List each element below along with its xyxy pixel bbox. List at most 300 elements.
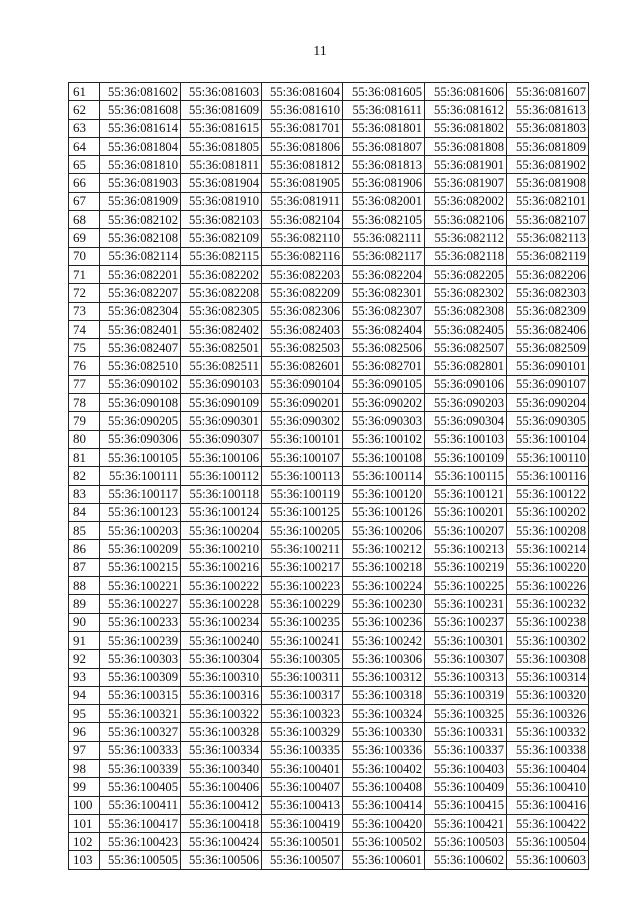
cadastral-code-cell: 55:36:100203 bbox=[100, 522, 181, 540]
row-number-cell: 93 bbox=[69, 668, 100, 686]
cadastral-code-cell: 55:36:100207 bbox=[425, 522, 507, 540]
cadastral-code-cell: 55:36:082119 bbox=[507, 247, 589, 265]
cadastral-code-cell: 55:36:100422 bbox=[507, 814, 589, 832]
cadastral-code-cell: 55:36:100227 bbox=[100, 595, 181, 613]
cadastral-code-cell: 55:36:081911 bbox=[262, 192, 343, 210]
cadastral-code-cell: 55:36:100320 bbox=[507, 686, 589, 704]
cadastral-code-cell: 55:36:081701 bbox=[262, 119, 343, 137]
cadastral-code-cell: 55:36:082115 bbox=[181, 247, 262, 265]
cadastral-code-cell: 55:36:090205 bbox=[100, 412, 181, 430]
cadastral-code-cell: 55:36:081605 bbox=[343, 83, 425, 101]
cadastral-code-cell: 55:36:100119 bbox=[262, 485, 343, 503]
cadastral-code-cell: 55:36:100328 bbox=[181, 723, 262, 741]
cadastral-code-cell: 55:36:100114 bbox=[343, 467, 425, 485]
cadastral-code-cell: 55:36:082305 bbox=[181, 302, 262, 320]
cadastral-code-cell: 55:36:100115 bbox=[425, 467, 507, 485]
cadastral-code-cell: 55:36:081906 bbox=[343, 174, 425, 192]
table-row bbox=[69, 650, 589, 668]
row-number-cell: 99 bbox=[69, 778, 100, 796]
cadastral-code-cell: 55:36:081801 bbox=[343, 119, 425, 137]
cadastral-code-cell: 55:36:082118 bbox=[425, 247, 507, 265]
cadastral-code-cell: 55:36:081908 bbox=[507, 174, 589, 192]
cadastral-code-cell: 55:36:082405 bbox=[425, 320, 507, 338]
cadastral-code-cell: 55:36:100222 bbox=[181, 577, 262, 595]
cadastral-code-cell: 55:36:100339 bbox=[100, 759, 181, 777]
cadastral-code-cell: 55:36:100313 bbox=[425, 668, 507, 686]
cadastral-code-cell: 55:36:100406 bbox=[181, 778, 262, 796]
table-row bbox=[69, 394, 589, 412]
row-number-cell: 88 bbox=[69, 577, 100, 595]
cadastral-code-cell: 55:36:082801 bbox=[425, 357, 507, 375]
cadastral-code-cell: 55:36:100402 bbox=[343, 759, 425, 777]
row-number-cell: 91 bbox=[69, 631, 100, 649]
row-number-cell: 94 bbox=[69, 686, 100, 704]
row-number-cell: 90 bbox=[69, 613, 100, 631]
cadastral-code-cell: 55:36:082201 bbox=[100, 265, 181, 283]
cadastral-code-cell: 55:36:100124 bbox=[181, 503, 262, 521]
cadastral-code-cell: 55:36:100409 bbox=[425, 778, 507, 796]
cadastral-code-cell: 55:36:082002 bbox=[425, 192, 507, 210]
cadastral-code-cell: 55:36:100504 bbox=[507, 833, 589, 851]
table-row bbox=[69, 101, 589, 119]
table-row bbox=[69, 577, 589, 595]
table-row bbox=[69, 247, 589, 265]
table-row bbox=[69, 284, 589, 302]
cadastral-code-cell: 55:36:100102 bbox=[343, 430, 425, 448]
cadastral-code-cell: 55:36:090105 bbox=[343, 375, 425, 393]
table-row bbox=[69, 668, 589, 686]
row-number-cell: 63 bbox=[69, 119, 100, 137]
table-row bbox=[69, 686, 589, 704]
row-number-cell: 95 bbox=[69, 705, 100, 723]
cadastral-code-cell: 55:36:100322 bbox=[181, 705, 262, 723]
cadastral-code-cell: 55:36:100212 bbox=[343, 540, 425, 558]
cadastral-code-cell: 55:36:082109 bbox=[181, 229, 262, 247]
cadastral-code-cell: 55:36:100232 bbox=[507, 595, 589, 613]
cadastral-code-cell: 55:36:100205 bbox=[262, 522, 343, 540]
table-row bbox=[69, 265, 589, 283]
cadastral-code-cell: 55:36:100316 bbox=[181, 686, 262, 704]
cadastral-code-cell: 55:36:100321 bbox=[100, 705, 181, 723]
cadastral-code-cell: 55:36:090103 bbox=[181, 375, 262, 393]
cadastral-code-cell: 55:36:081903 bbox=[100, 174, 181, 192]
cadastral-code-cell: 55:36:081810 bbox=[100, 156, 181, 174]
cadastral-code-cell: 55:36:100317 bbox=[262, 686, 343, 704]
row-number-cell: 65 bbox=[69, 156, 100, 174]
cadastral-code-cell: 55:36:081614 bbox=[100, 119, 181, 137]
cadastral-code-cell: 55:36:100410 bbox=[507, 778, 589, 796]
cadastral-code-cell: 55:36:100233 bbox=[100, 613, 181, 631]
cadastral-code-cell: 55:36:100215 bbox=[100, 558, 181, 576]
cadastral-code-cell: 55:36:090107 bbox=[507, 375, 589, 393]
cadastral-code-cell: 55:36:090204 bbox=[507, 394, 589, 412]
cadastral-code-cell: 55:36:081809 bbox=[507, 137, 589, 155]
table-row bbox=[69, 851, 589, 869]
cadastral-code-cell: 55:36:100338 bbox=[507, 741, 589, 759]
row-number-cell: 87 bbox=[69, 558, 100, 576]
cadastral-code-cell: 55:36:100337 bbox=[425, 741, 507, 759]
cadastral-code-cell: 55:36:082108 bbox=[100, 229, 181, 247]
cadastral-code-cell: 55:36:100112 bbox=[181, 467, 262, 485]
cadastral-code-cell: 55:36:100125 bbox=[262, 503, 343, 521]
row-number-cell: 96 bbox=[69, 723, 100, 741]
table-row bbox=[69, 448, 589, 466]
cadastral-code-cell: 55:36:100603 bbox=[507, 851, 589, 869]
cadastral-code-cell: 55:36:100120 bbox=[343, 485, 425, 503]
table-row bbox=[69, 796, 589, 814]
cadastral-code-cell: 55:36:100104 bbox=[507, 430, 589, 448]
cadastral-code-cell: 55:36:100221 bbox=[100, 577, 181, 595]
table-row bbox=[69, 412, 589, 430]
table-row bbox=[69, 192, 589, 210]
cadastral-code-cell: 55:36:100315 bbox=[100, 686, 181, 704]
cadastral-code-cell: 55:36:081606 bbox=[425, 83, 507, 101]
row-number-cell: 103 bbox=[69, 851, 100, 869]
cadastral-code-cell: 55:36:100103 bbox=[425, 430, 507, 448]
cadastral-code-cell: 55:36:090108 bbox=[100, 394, 181, 412]
row-number-cell: 61 bbox=[69, 83, 100, 101]
cadastral-code-cell: 55:36:100210 bbox=[181, 540, 262, 558]
cadastral-code-cell: 55:36:100106 bbox=[181, 448, 262, 466]
cadastral-code-cell: 55:36:100507 bbox=[262, 851, 343, 869]
cadastral-code-cell: 55:36:100101 bbox=[262, 430, 343, 448]
table-row bbox=[69, 778, 589, 796]
cadastral-code-cell: 55:36:100242 bbox=[343, 631, 425, 649]
cadastral-code-cell: 55:36:100318 bbox=[343, 686, 425, 704]
cadastral-code-cell: 55:36:100424 bbox=[181, 833, 262, 851]
cadastral-code-cell: 55:36:081807 bbox=[343, 137, 425, 155]
cadastral-code-cell: 55:36:082306 bbox=[262, 302, 343, 320]
cadastral-code-cell: 55:36:100325 bbox=[425, 705, 507, 723]
cadastral-code-cell: 55:36:090307 bbox=[181, 430, 262, 448]
cadastral-code-cell: 55:36:081607 bbox=[507, 83, 589, 101]
table-row bbox=[69, 833, 589, 851]
cadastral-code-cell: 55:36:100116 bbox=[507, 467, 589, 485]
row-number-cell: 68 bbox=[69, 211, 100, 229]
row-number-cell: 64 bbox=[69, 137, 100, 155]
cadastral-code-cell: 55:36:100109 bbox=[425, 448, 507, 466]
cadastral-code-cell: 55:36:100201 bbox=[425, 503, 507, 521]
row-number-cell: 83 bbox=[69, 485, 100, 503]
table-row bbox=[69, 357, 589, 375]
cadastral-code-cell: 55:36:100415 bbox=[425, 796, 507, 814]
cadastral-code-cell: 55:36:100418 bbox=[181, 814, 262, 832]
cadastral-code-cell: 55:36:082206 bbox=[507, 265, 589, 283]
cadastral-code-cell: 55:36:082401 bbox=[100, 320, 181, 338]
cadastral-code-cell: 55:36:082407 bbox=[100, 339, 181, 357]
cadastral-code-cell: 55:36:100404 bbox=[507, 759, 589, 777]
table-row bbox=[69, 302, 589, 320]
cadastral-code-cell: 55:36:100319 bbox=[425, 686, 507, 704]
row-number-cell: 89 bbox=[69, 595, 100, 613]
cadastral-code-cell: 55:36:090303 bbox=[343, 412, 425, 430]
cadastral-code-cell: 55:36:100602 bbox=[425, 851, 507, 869]
cadastral-code-cell: 55:36:082303 bbox=[507, 284, 589, 302]
cadastral-code-cell: 55:36:100113 bbox=[262, 467, 343, 485]
row-number-cell: 73 bbox=[69, 302, 100, 320]
row-number-cell: 70 bbox=[69, 247, 100, 265]
cadastral-code-cell: 55:36:100503 bbox=[425, 833, 507, 851]
cadastral-code-cell: 55:36:100107 bbox=[262, 448, 343, 466]
cadastral-code-cell: 55:36:090201 bbox=[262, 394, 343, 412]
cadastral-code-cell: 55:36:100323 bbox=[262, 705, 343, 723]
cadastral-code-cell: 55:36:081611 bbox=[343, 101, 425, 119]
cadastral-code-cell: 55:36:100226 bbox=[507, 577, 589, 595]
cadastral-code-cell: 55:36:082308 bbox=[425, 302, 507, 320]
cadastral-code-cell: 55:36:082403 bbox=[262, 320, 343, 338]
table-row bbox=[69, 705, 589, 723]
cadastral-code-cell: 55:36:100204 bbox=[181, 522, 262, 540]
cadastral-code-cell: 55:36:100505 bbox=[100, 851, 181, 869]
cadastral-code-cell: 55:36:082116 bbox=[262, 247, 343, 265]
cadastral-code-cell: 55:36:082509 bbox=[507, 339, 589, 357]
cadastral-code-cell: 55:36:081901 bbox=[425, 156, 507, 174]
table-row bbox=[69, 174, 589, 192]
table-row bbox=[69, 83, 589, 101]
cadastral-code-cell: 55:36:100301 bbox=[425, 631, 507, 649]
cadastral-code-cell: 55:36:090304 bbox=[425, 412, 507, 430]
row-number-cell: 72 bbox=[69, 284, 100, 302]
cadastral-code-cell: 55:36:082404 bbox=[343, 320, 425, 338]
cadastral-code-cell: 55:36:100237 bbox=[425, 613, 507, 631]
cadastral-code-cell: 55:36:081813 bbox=[343, 156, 425, 174]
table-row bbox=[69, 814, 589, 832]
cadastral-code-cell: 55:36:081602 bbox=[100, 83, 181, 101]
table-row bbox=[69, 503, 589, 521]
row-number-cell: 74 bbox=[69, 320, 100, 338]
cadastral-code-cell: 55:36:100230 bbox=[343, 595, 425, 613]
row-number-cell: 82 bbox=[69, 467, 100, 485]
row-number-cell: 101 bbox=[69, 814, 100, 832]
cadastral-code-cell: 55:36:081910 bbox=[181, 192, 262, 210]
cadastral-code-cell: 55:36:082501 bbox=[181, 339, 262, 357]
cadastral-code-cell: 55:36:100416 bbox=[507, 796, 589, 814]
cadastral-code-cell: 55:36:100312 bbox=[343, 668, 425, 686]
row-number-cell: 75 bbox=[69, 339, 100, 357]
cadastral-code-cell: 55:36:081609 bbox=[181, 101, 262, 119]
table-row bbox=[69, 320, 589, 338]
cadastral-code-cell: 55:36:100224 bbox=[343, 577, 425, 595]
cadastral-code-cell: 55:36:100239 bbox=[100, 631, 181, 649]
cadastral-code-cell: 55:36:090306 bbox=[100, 430, 181, 448]
cadastral-code-cell: 55:36:082001 bbox=[343, 192, 425, 210]
cadastral-code-cell: 55:36:082103 bbox=[181, 211, 262, 229]
cadastral-code-cell: 55:36:100216 bbox=[181, 558, 262, 576]
cadastral-code-cell: 55:36:100403 bbox=[425, 759, 507, 777]
table-row bbox=[69, 467, 589, 485]
cadastral-code-cell: 55:36:100223 bbox=[262, 577, 343, 595]
cadastral-code-cell: 55:36:100311 bbox=[262, 668, 343, 686]
cadastral-code-cell: 55:36:100217 bbox=[262, 558, 343, 576]
cadastral-code-cell: 55:36:100236 bbox=[343, 613, 425, 631]
cadastral-code-cell: 55:36:100111 bbox=[100, 467, 181, 485]
cadastral-code-cell: 55:36:081603 bbox=[181, 83, 262, 101]
table-row bbox=[69, 211, 589, 229]
table-row bbox=[69, 558, 589, 576]
cadastral-code-cell: 55:36:100335 bbox=[262, 741, 343, 759]
cadastral-code-cell: 55:36:100214 bbox=[507, 540, 589, 558]
table-row bbox=[69, 119, 589, 137]
row-number-cell: 81 bbox=[69, 448, 100, 466]
cadastral-code-cell: 55:36:082110 bbox=[262, 229, 343, 247]
cadastral-code-cell: 55:36:100238 bbox=[507, 613, 589, 631]
cadastral-code-cell: 55:36:082204 bbox=[343, 265, 425, 283]
cadastral-code-cell: 55:36:100235 bbox=[262, 613, 343, 631]
cadastral-code-cell: 55:36:082104 bbox=[262, 211, 343, 229]
cadastral-code-cell: 55:36:100405 bbox=[100, 778, 181, 796]
cadastral-code-cell: 55:36:082117 bbox=[343, 247, 425, 265]
cadastral-code-cell: 55:36:081804 bbox=[100, 137, 181, 155]
table-body bbox=[69, 83, 589, 870]
cadastral-code-cell: 55:36:100417 bbox=[100, 814, 181, 832]
cadastral-code-cell: 55:36:090101 bbox=[507, 357, 589, 375]
cadastral-code-cell: 55:36:081802 bbox=[425, 119, 507, 137]
cadastral-code-cell: 55:36:082113 bbox=[507, 229, 589, 247]
cadastral-code-cell: 55:36:100411 bbox=[100, 796, 181, 814]
cadastral-code-cell: 55:36:081811 bbox=[181, 156, 262, 174]
cadastral-code-cell: 55:36:081612 bbox=[425, 101, 507, 119]
cadastral-code-cell: 55:36:100423 bbox=[100, 833, 181, 851]
cadastral-code-cell: 55:36:100206 bbox=[343, 522, 425, 540]
cadastral-code-cell: 55:36:082209 bbox=[262, 284, 343, 302]
cadastral-code-cell: 55:36:082507 bbox=[425, 339, 507, 357]
row-number-cell: 71 bbox=[69, 265, 100, 283]
cadastral-code-cell: 55:36:090202 bbox=[343, 394, 425, 412]
cadastral-code-cell: 55:36:082202 bbox=[181, 265, 262, 283]
cadastral-code-cell: 55:36:100421 bbox=[425, 814, 507, 832]
cadastral-code-cell: 55:36:100501 bbox=[262, 833, 343, 851]
cadastral-code-cell: 55:36:082203 bbox=[262, 265, 343, 283]
table-row bbox=[69, 595, 589, 613]
cadastral-code-cell: 55:36:100324 bbox=[343, 705, 425, 723]
table-row bbox=[69, 723, 589, 741]
cadastral-code-cell: 55:36:100225 bbox=[425, 577, 507, 595]
cadastral-code-cell: 55:36:100231 bbox=[425, 595, 507, 613]
cadastral-code-cell: 55:36:090109 bbox=[181, 394, 262, 412]
cadastral-code-cell: 55:36:090106 bbox=[425, 375, 507, 393]
cadastral-code-cell: 55:36:100123 bbox=[100, 503, 181, 521]
cadastral-code-cell: 55:36:100219 bbox=[425, 558, 507, 576]
cadastral-code-cell: 55:36:081613 bbox=[507, 101, 589, 119]
cadastral-code-cell: 55:36:082107 bbox=[507, 211, 589, 229]
cadastral-code-cell: 55:36:081905 bbox=[262, 174, 343, 192]
cadastral-code-cell: 55:36:100105 bbox=[100, 448, 181, 466]
table-row bbox=[69, 430, 589, 448]
table-row bbox=[69, 229, 589, 247]
cadastral-code-cell: 55:36:100209 bbox=[100, 540, 181, 558]
cadastral-code-cell: 55:36:100330 bbox=[343, 723, 425, 741]
cadastral-code-cell: 55:36:081604 bbox=[262, 83, 343, 101]
table-row bbox=[69, 156, 589, 174]
page-number: 11 bbox=[313, 44, 327, 59]
cadastral-code-cell: 55:36:100332 bbox=[507, 723, 589, 741]
row-number-cell: 79 bbox=[69, 412, 100, 430]
cadastral-code-cell: 55:36:082208 bbox=[181, 284, 262, 302]
table-row bbox=[69, 741, 589, 759]
cadastral-code-cell: 55:36:100303 bbox=[100, 650, 181, 668]
cadastral-code-cell: 55:36:090305 bbox=[507, 412, 589, 430]
cadastral-code-cell: 55:36:100305 bbox=[262, 650, 343, 668]
cadastral-code-cell: 55:36:100121 bbox=[425, 485, 507, 503]
row-number-cell: 100 bbox=[69, 796, 100, 814]
cadastral-code-cell: 55:36:100220 bbox=[507, 558, 589, 576]
cadastral-code-cell: 55:36:100241 bbox=[262, 631, 343, 649]
table-row bbox=[69, 339, 589, 357]
cadastral-code-cell: 55:36:090301 bbox=[181, 412, 262, 430]
cadastral-code-cell: 55:36:100420 bbox=[343, 814, 425, 832]
cadastral-code-cell: 55:36:100310 bbox=[181, 668, 262, 686]
row-number-cell: 67 bbox=[69, 192, 100, 210]
cadastral-code-cell: 55:36:100340 bbox=[181, 759, 262, 777]
cadastral-code-cell: 55:36:081812 bbox=[262, 156, 343, 174]
cadastral-code-cell: 55:36:100314 bbox=[507, 668, 589, 686]
cadastral-quarters-table bbox=[68, 82, 589, 870]
cadastral-code-cell: 55:36:100240 bbox=[181, 631, 262, 649]
cadastral-code-cell: 55:36:100108 bbox=[343, 448, 425, 466]
table-row bbox=[69, 613, 589, 631]
cadastral-code-cell: 55:36:100419 bbox=[262, 814, 343, 832]
cadastral-code-cell: 55:36:082101 bbox=[507, 192, 589, 210]
cadastral-code-cell: 55:36:100306 bbox=[343, 650, 425, 668]
cadastral-code-cell: 55:36:100408 bbox=[343, 778, 425, 796]
cadastral-code-cell: 55:36:082112 bbox=[425, 229, 507, 247]
cadastral-code-cell: 55:36:082102 bbox=[100, 211, 181, 229]
row-number-cell: 98 bbox=[69, 759, 100, 777]
cadastral-code-cell: 55:36:082304 bbox=[100, 302, 181, 320]
row-number-cell: 86 bbox=[69, 540, 100, 558]
cadastral-code-cell: 55:36:082701 bbox=[343, 357, 425, 375]
cadastral-code-cell: 55:36:082506 bbox=[343, 339, 425, 357]
row-number-cell: 97 bbox=[69, 741, 100, 759]
cadastral-code-cell: 55:36:100118 bbox=[181, 485, 262, 503]
cadastral-code-cell: 55:36:082511 bbox=[181, 357, 262, 375]
cadastral-code-cell: 55:36:082406 bbox=[507, 320, 589, 338]
cadastral-code-cell: 55:36:100211 bbox=[262, 540, 343, 558]
cadastral-code-cell: 55:36:090203 bbox=[425, 394, 507, 412]
cadastral-code-cell: 55:36:082114 bbox=[100, 247, 181, 265]
row-number-cell: 92 bbox=[69, 650, 100, 668]
cadastral-code-cell: 55:36:100117 bbox=[100, 485, 181, 503]
cadastral-code-cell: 55:36:082205 bbox=[425, 265, 507, 283]
cadastral-code-cell: 55:36:100506 bbox=[181, 851, 262, 869]
cadastral-code-cell: 55:36:100412 bbox=[181, 796, 262, 814]
cadastral-code-cell: 55:36:100413 bbox=[262, 796, 343, 814]
cadastral-code-cell: 55:36:090102 bbox=[100, 375, 181, 393]
cadastral-code-cell: 55:36:100304 bbox=[181, 650, 262, 668]
cadastral-code-cell: 55:36:082302 bbox=[425, 284, 507, 302]
cadastral-code-cell: 55:36:100334 bbox=[181, 741, 262, 759]
cadastral-code-cell: 55:36:081907 bbox=[425, 174, 507, 192]
cadastral-code-cell: 55:36:081902 bbox=[507, 156, 589, 174]
cadastral-code-cell: 55:36:100229 bbox=[262, 595, 343, 613]
cadastral-code-cell: 55:36:082309 bbox=[507, 302, 589, 320]
cadastral-code-cell: 55:36:082106 bbox=[425, 211, 507, 229]
cadastral-code-cell: 55:36:100228 bbox=[181, 595, 262, 613]
row-number-cell: 102 bbox=[69, 833, 100, 851]
cadastral-code-cell: 55:36:082207 bbox=[100, 284, 181, 302]
cadastral-code-cell: 55:36:081610 bbox=[262, 101, 343, 119]
cadastral-code-cell: 55:36:100110 bbox=[507, 448, 589, 466]
cadastral-code-cell: 55:36:082503 bbox=[262, 339, 343, 357]
cadastral-code-cell: 55:36:081808 bbox=[425, 137, 507, 155]
table-row bbox=[69, 522, 589, 540]
cadastral-code-cell: 55:36:081806 bbox=[262, 137, 343, 155]
cadastral-code-cell: 55:36:100208 bbox=[507, 522, 589, 540]
cadastral-code-cell: 55:36:081608 bbox=[100, 101, 181, 119]
cadastral-code-cell: 55:36:081904 bbox=[181, 174, 262, 192]
cadastral-code-cell: 55:36:100601 bbox=[343, 851, 425, 869]
cadastral-code-cell: 55:36:090104 bbox=[262, 375, 343, 393]
